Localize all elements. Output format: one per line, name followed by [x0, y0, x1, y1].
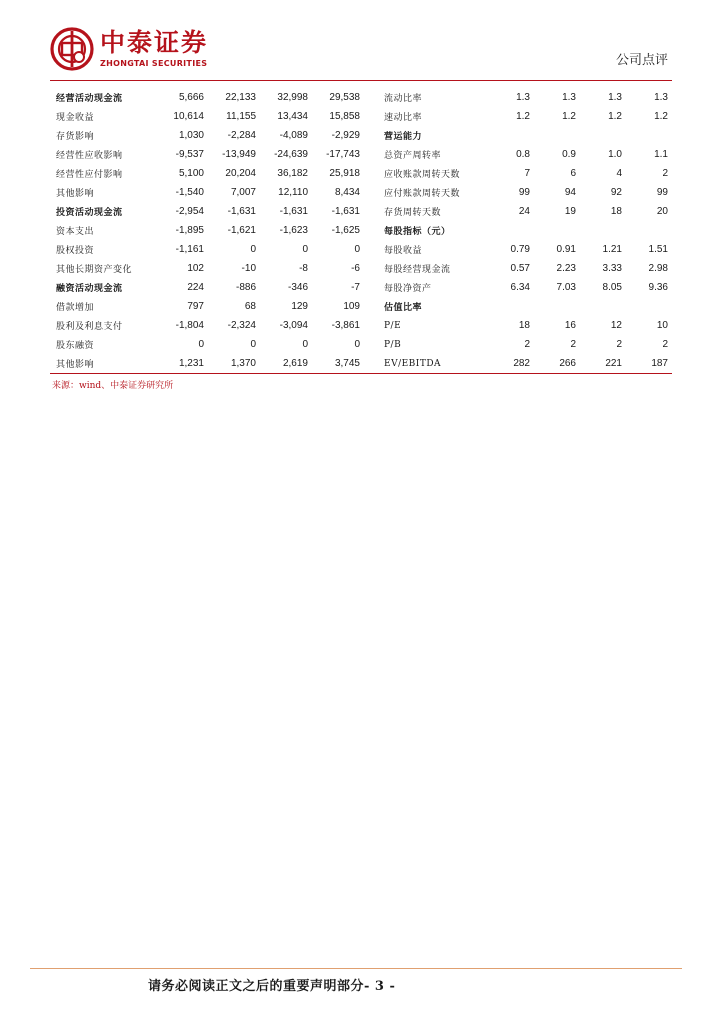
- right-value-cell: 2.23: [556, 263, 576, 274]
- left-value-cell: 102: [187, 263, 204, 274]
- left-value-cell: -17,743: [326, 149, 360, 160]
- right-value-cell: 10: [656, 320, 668, 331]
- right-value-cell: 2: [662, 168, 668, 179]
- right-value-cell: 2: [616, 339, 622, 350]
- left-value-cell: -1,631: [331, 206, 360, 217]
- right-row-label: 应付账款周转天数: [384, 189, 461, 199]
- right-value-cell: 9.36: [648, 282, 668, 293]
- left-value-cell: 8,434: [334, 187, 360, 198]
- left-value-cell: 1,030: [178, 130, 204, 141]
- left-value-cell: 29,538: [329, 92, 360, 103]
- right-value-cell: 1.51: [648, 244, 668, 255]
- left-value-cell: 20,204: [225, 168, 256, 179]
- left-value-cell: -2,929: [331, 130, 360, 141]
- right-value-cell: 1.2: [608, 111, 622, 122]
- left-value-cell: 32,998: [277, 92, 308, 103]
- page-header: [0, 0, 724, 80]
- left-row-label: 借款增加: [56, 303, 95, 313]
- table-row: [50, 164, 672, 183]
- table-row: [50, 278, 672, 297]
- table-row: [50, 88, 672, 107]
- left-value-cell: 22,133: [225, 92, 256, 103]
- left-row-label: 资本支出: [56, 227, 95, 237]
- right-row-label: 总资产周转率: [384, 151, 442, 161]
- left-value-cell: -2,954: [175, 206, 204, 217]
- right-value-cell: 18: [610, 206, 622, 217]
- right-value-cell: 0.79: [510, 244, 530, 255]
- left-value-cell: 5,666: [178, 92, 204, 103]
- right-value-cell: [488, 126, 534, 145]
- right-value-cell: [488, 297, 534, 316]
- page-number: - 3 -: [364, 979, 396, 994]
- left-value-cell: 1,370: [208, 354, 260, 374]
- right-value-cell: 1.3: [608, 92, 622, 103]
- right-value-cell: 6.34: [510, 282, 530, 293]
- left-value-cell: -24,639: [274, 149, 308, 160]
- right-value-cell: 24: [518, 206, 530, 217]
- left-value-cell: -1,631: [279, 206, 308, 217]
- right-value-cell: 1.3: [654, 92, 668, 103]
- right-value-cell: 0.8: [516, 149, 530, 160]
- footer-rule: [30, 968, 682, 969]
- right-row-label: 每股收益: [384, 246, 423, 256]
- left-row-label: 经营性应收影响: [56, 151, 123, 161]
- right-row-label: 每股指标（元）: [384, 227, 451, 237]
- left-value-cell: 109: [343, 301, 360, 312]
- right-value-cell: 8.05: [602, 282, 622, 293]
- right-value-cell: 1.2: [654, 111, 668, 122]
- right-value-cell: [626, 297, 672, 316]
- left-value-cell: 2,619: [260, 354, 312, 374]
- right-value-cell: 1.0: [608, 149, 622, 160]
- right-row-label: 存货周转天数: [384, 208, 442, 218]
- table-row: [50, 240, 672, 259]
- right-value-cell: 2.98: [648, 263, 668, 274]
- right-value-cell: 1.2: [516, 111, 530, 122]
- right-value-cell: [580, 221, 626, 240]
- right-value-cell: 282: [488, 354, 534, 374]
- footer-text: 请务必阅读正文之后的重要声明部分: [148, 979, 365, 994]
- left-value-cell: 0: [354, 339, 360, 350]
- left-value-cell: 0: [302, 244, 308, 255]
- left-value-cell: -1,540: [175, 187, 204, 198]
- right-value-cell: 0.91: [556, 244, 576, 255]
- source-note: 来源：wind、中泰证券研究所: [52, 381, 174, 391]
- left-value-cell: -10: [241, 263, 256, 274]
- right-row-label: 营运能力: [384, 132, 423, 142]
- left-value-cell: 5,100: [178, 168, 204, 179]
- right-value-cell: 0.57: [510, 263, 530, 274]
- left-value-cell: 0: [198, 339, 204, 350]
- right-value-cell: [534, 297, 580, 316]
- right-value-cell: [534, 221, 580, 240]
- right-row-label: 每股净资产: [384, 284, 432, 294]
- table-row: [50, 126, 672, 145]
- left-value-cell: -6: [351, 263, 360, 274]
- left-value-cell: 0: [302, 339, 308, 350]
- left-row-label: 投资活动现金流: [56, 208, 123, 218]
- left-value-cell: -1,621: [227, 225, 256, 236]
- financial-table-body: [50, 88, 672, 374]
- left-row-label: 存货影响: [56, 132, 95, 142]
- left-row-label: 现金收益: [56, 113, 95, 123]
- left-value-cell: 68: [244, 301, 256, 312]
- left-row-label: 股权投资: [56, 246, 95, 256]
- right-value-cell: [488, 221, 534, 240]
- right-value-cell: 20: [656, 206, 668, 217]
- financial-table: [50, 88, 672, 374]
- brand-name-en: ZHONGTAI SECURITIES: [100, 59, 208, 68]
- left-row-label: 股东融资: [56, 341, 95, 351]
- right-value-cell: 99: [656, 187, 668, 198]
- table-row: [50, 183, 672, 202]
- left-value-cell: -1,895: [175, 225, 204, 236]
- right-value-cell: 2: [570, 339, 576, 350]
- right-value-cell: 1.3: [516, 92, 530, 103]
- right-value-cell: [580, 297, 626, 316]
- right-value-cell: 4: [616, 168, 622, 179]
- right-value-cell: 3.33: [602, 263, 622, 274]
- right-value-cell: 187: [626, 354, 672, 374]
- right-value-cell: [534, 126, 580, 145]
- left-value-cell: -1,623: [279, 225, 308, 236]
- left-value-cell: -3,094: [279, 320, 308, 331]
- right-row-label: P/B: [384, 339, 402, 350]
- right-value-cell: 94: [564, 187, 576, 198]
- left-value-cell: -7: [351, 282, 360, 293]
- right-value-cell: 266: [534, 354, 580, 374]
- left-value-cell: 11,155: [226, 111, 256, 122]
- left-value-cell: 797: [187, 301, 204, 312]
- brand-name-cn: 中泰证券: [100, 28, 209, 57]
- right-value-cell: 6: [570, 168, 576, 179]
- left-value-cell: 129: [291, 301, 308, 312]
- right-row-label: 流动比率: [384, 94, 423, 104]
- header-rule: [50, 80, 672, 81]
- left-value-cell: 0: [250, 339, 256, 350]
- right-value-cell: 7.03: [556, 282, 576, 293]
- table-row: [50, 335, 672, 354]
- left-value-cell: 0: [250, 244, 256, 255]
- right-value-cell: 92: [610, 187, 622, 198]
- right-value-cell: [580, 126, 626, 145]
- left-row-label: 经营性应付影响: [56, 170, 123, 180]
- right-value-cell: 19: [564, 206, 576, 217]
- zhongtai-logo-icon: [50, 27, 94, 71]
- right-value-cell: 2: [662, 339, 668, 350]
- left-value-cell: -1,625: [331, 225, 360, 236]
- right-value-cell: 18: [518, 320, 530, 331]
- left-row-label: 股利及利息支付: [56, 322, 123, 332]
- table-row: [50, 221, 672, 240]
- right-row-label: 每股经营现金流: [384, 265, 451, 275]
- left-value-cell: -1,631: [227, 206, 256, 217]
- right-value-cell: 1.21: [602, 244, 622, 255]
- table-row: [50, 354, 672, 374]
- left-value-cell: 3,745: [312, 354, 364, 374]
- table-row: [50, 107, 672, 126]
- right-value-cell: 99: [518, 187, 530, 198]
- right-value-cell: 7: [524, 168, 530, 179]
- left-value-cell: -2,324: [227, 320, 256, 331]
- left-value-cell: -4,089: [279, 130, 308, 141]
- left-value-cell: -9,537: [175, 149, 204, 160]
- left-row-label: 其他长期资产变化: [56, 265, 133, 275]
- left-row-label: 融资活动现金流: [56, 284, 123, 294]
- right-value-cell: 12: [610, 320, 622, 331]
- right-row-label: 速动比率: [384, 113, 423, 123]
- right-value-cell: 221: [580, 354, 626, 374]
- left-value-cell: 1,231: [162, 354, 208, 374]
- right-row-label: P/E: [384, 320, 402, 331]
- right-value-cell: 2: [524, 339, 530, 350]
- left-value-cell: 25,918: [329, 168, 360, 179]
- left-row-label: 其他影响: [56, 189, 95, 199]
- right-value-cell: [626, 221, 672, 240]
- left-value-cell: 12,110: [278, 187, 308, 198]
- left-value-cell: -3,861: [331, 320, 360, 331]
- left-value-cell: -346: [287, 282, 308, 293]
- table-row: [50, 259, 672, 278]
- left-value-cell: 15,858: [329, 111, 360, 122]
- right-value-cell: 1.2: [562, 111, 576, 122]
- left-value-cell: -886: [235, 282, 256, 293]
- right-row-label: 估值比率: [384, 303, 423, 313]
- document-type: 公司点评: [615, 53, 668, 68]
- right-value-cell: 1.3: [562, 92, 576, 103]
- table-row: [50, 297, 672, 316]
- left-value-cell: 224: [187, 282, 204, 293]
- right-row-label: EV/EBITDA: [364, 354, 488, 374]
- left-value-cell: 7,007: [230, 187, 256, 198]
- left-value-cell: 10,614: [173, 111, 204, 122]
- left-value-cell: 13,434: [277, 111, 308, 122]
- left-value-cell: -2,284: [227, 130, 256, 141]
- table-row: [50, 145, 672, 164]
- left-value-cell: 36,182: [277, 168, 308, 179]
- right-value-cell: 16: [564, 320, 576, 331]
- table-row: [50, 202, 672, 221]
- left-value-cell: -13,949: [222, 149, 256, 160]
- right-value-cell: [626, 126, 672, 145]
- left-value-cell: -1,161: [175, 244, 204, 255]
- left-value-cell: -1,804: [175, 320, 204, 331]
- left-value-cell: 0: [354, 244, 360, 255]
- right-row-label: 应收账款周转天数: [384, 170, 461, 180]
- footer-disclaimer: [148, 975, 395, 994]
- right-value-cell: 0.9: [562, 149, 576, 160]
- right-value-cell: 1.1: [654, 149, 668, 160]
- left-value-cell: -8: [299, 263, 308, 274]
- left-row-label: 其他影响: [50, 354, 162, 374]
- left-row-label: 经营活动现金流: [56, 94, 123, 104]
- table-row: [50, 316, 672, 335]
